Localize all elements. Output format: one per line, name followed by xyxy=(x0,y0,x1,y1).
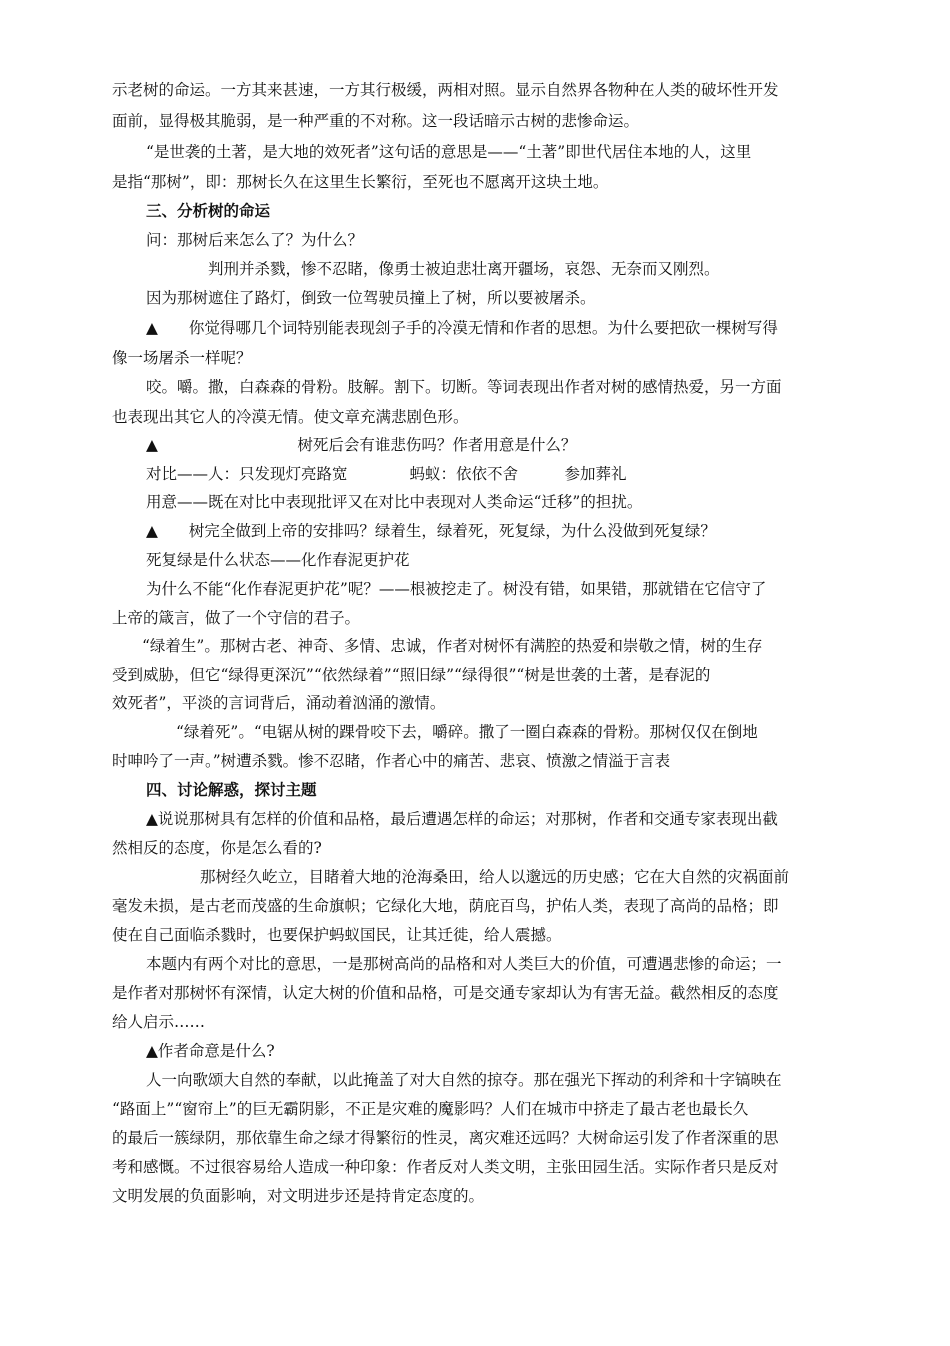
text-line: 使在自己面临杀戮时，也要保护蚂蚁国民，让其迁徙，给人震撼。 xyxy=(112,926,562,944)
section-heading: 三、分析树的命运 xyxy=(146,201,271,220)
text-line: 示老树的命运。一方其来甚速，一方其行极缓，两相对照。显示自然界各物种在人类的破坏性开发 xyxy=(112,81,779,99)
text-line: 时呻吟了一声。”树遭杀戮。惨不忍睹，作者心中的痛苦、悲哀、愤激之情溢于言表 xyxy=(112,752,671,770)
text-line: 是指“那树”，即：那树长久在这里生长繁衍，至死也不愿离开这块土地。 xyxy=(112,173,609,191)
text-line: 给人启示…… xyxy=(112,1013,206,1031)
text-line: ▲ 你觉得哪几个词特别能表现刽子手的冷漠无情和作者的思想。为什么要把砍一棵树写得 xyxy=(146,319,778,337)
text-line: 毫发未损，是古老而茂盛的生命旗帜；它绿化大地，荫庇百鸟，护佑人类，表现了高尚的品格；即 xyxy=(112,897,779,915)
text-line: ▲作者命意是什么? xyxy=(146,1042,275,1060)
text-line: “路面上”“窗帘上”的巨无霸阴影，不正是灾难的魔影吗？人们在城市中挤走了最古老也最长久 xyxy=(112,1100,749,1118)
text-line: 咬。嚼。撒，白森森的骨粉。肢解。割下。切断。等词表现出作者对树的感情热爱，另一方面 xyxy=(146,378,782,396)
text-line: ▲ 树死后会有谁悲伤吗？作者用意是什么？ xyxy=(146,436,577,454)
text-line: “绿着死”。“电锯从树的踝骨咬下去，嚼碎。撒了一圈白森森的骨粉。那树仅仅在倒地 xyxy=(176,723,758,741)
text-line: 像一场屠杀一样呢？ xyxy=(112,349,252,367)
text-line: 面前，显得极其脆弱，是一种严重的不对称。这一段话暗示古树的悲惨命运。 xyxy=(112,112,640,130)
text-line: 也表现出其它人的冷漠无情。使文章充满悲剧色形。 xyxy=(112,408,469,426)
text-line: 为什么不能“化作春泥更护花”呢？——根被挖走了。树没有错，如果错，那就错在它信守了 xyxy=(146,580,767,598)
text-line: 考和感慨。不过很容易给人造成一种印象：作者反对人类文明，主张田园生活。实际作者只是反对 xyxy=(112,1158,779,1176)
text-line: 受到威胁，但它“绿得更深沉”“依然绿着”“照旧绿”“绿得很”“树是世袭的土著，是春泥的 xyxy=(112,666,711,684)
text-line: 是作者对那树怀有深情，认定大树的价值和品格，可是交通专家却认为有害无益。截然相反的态度 xyxy=(112,984,779,1002)
text-line: 死复绿是什么状态——化作春泥更护花 xyxy=(146,551,410,569)
text-line: “是世袭的土著，是大地的效死者”这句话的意思是——“土著”即世代居住本地的人，这里 xyxy=(146,143,752,161)
text-line: 人一向歌颂大自然的奉献，以此掩盖了对大自然的掠夺。那在强光下挥动的利斧和十字镐映在 xyxy=(146,1071,782,1089)
text-line: 文明发展的负面影响，对文明进步还是持肯定态度的。 xyxy=(112,1187,485,1205)
text-line: ▲ 树完全做到上帝的安排吗？绿着生，绿着死，死复绿，为什么没做到死复绿？ xyxy=(146,522,716,540)
text-line: 那树经久屹立，目睹着大地的沧海桑田，给人以邈远的历史感；它在大自然的灾祸面前 xyxy=(200,868,790,886)
text-line: 上帝的箴言，做了一个守信的君子。 xyxy=(112,609,361,627)
text-line: 问：那树后来怎么了？为什么？ xyxy=(146,231,364,249)
text-line: ▲说说那树具有怎样的价值和品格，最后遭遇怎样的命运；对那树，作者和交通专家表现出截 xyxy=(146,810,778,828)
text-line: 用意——既在对比中表现批评又在对比中表现对人类命运“迁移”的担扰。 xyxy=(146,493,643,511)
section-heading: 四、讨论解惑，探讨主题 xyxy=(146,780,317,799)
text-line: 本题内有两个对比的意思，一是那树高尚的品格和对人类巨大的价值，可遭遇悲惨的命运；一 xyxy=(146,955,782,973)
text-line: 效死者”，平淡的言词背后，涌动着汹涌的激情。 xyxy=(112,694,446,712)
text-line: 因为那树遮住了路灯，倒致一位驾驶员撞上了树，所以要被屠杀。 xyxy=(146,289,596,307)
text-line: 然相反的态度，你是怎么看的? xyxy=(112,839,322,857)
text-line: 判刑并杀戮，惨不忍睹，像勇士被迫悲壮离开疆场，哀怨、无奈而又刚烈。 xyxy=(208,260,720,278)
text-line: 对比——人：只发现灯亮路宽 蚂蚁：依依不舍 参加葬礼 xyxy=(146,465,627,483)
text-line: 的最后一簇绿阴，那依靠生命之绿才得繁衍的性灵，离灾难还远吗？大树命运引发了作者深重的思 xyxy=(112,1129,779,1147)
text-line: “绿着生”。那树古老、神奇、多情、忠诚，作者对树怀有满腔的热爱和崇敬之情，树的生存 xyxy=(142,637,763,655)
